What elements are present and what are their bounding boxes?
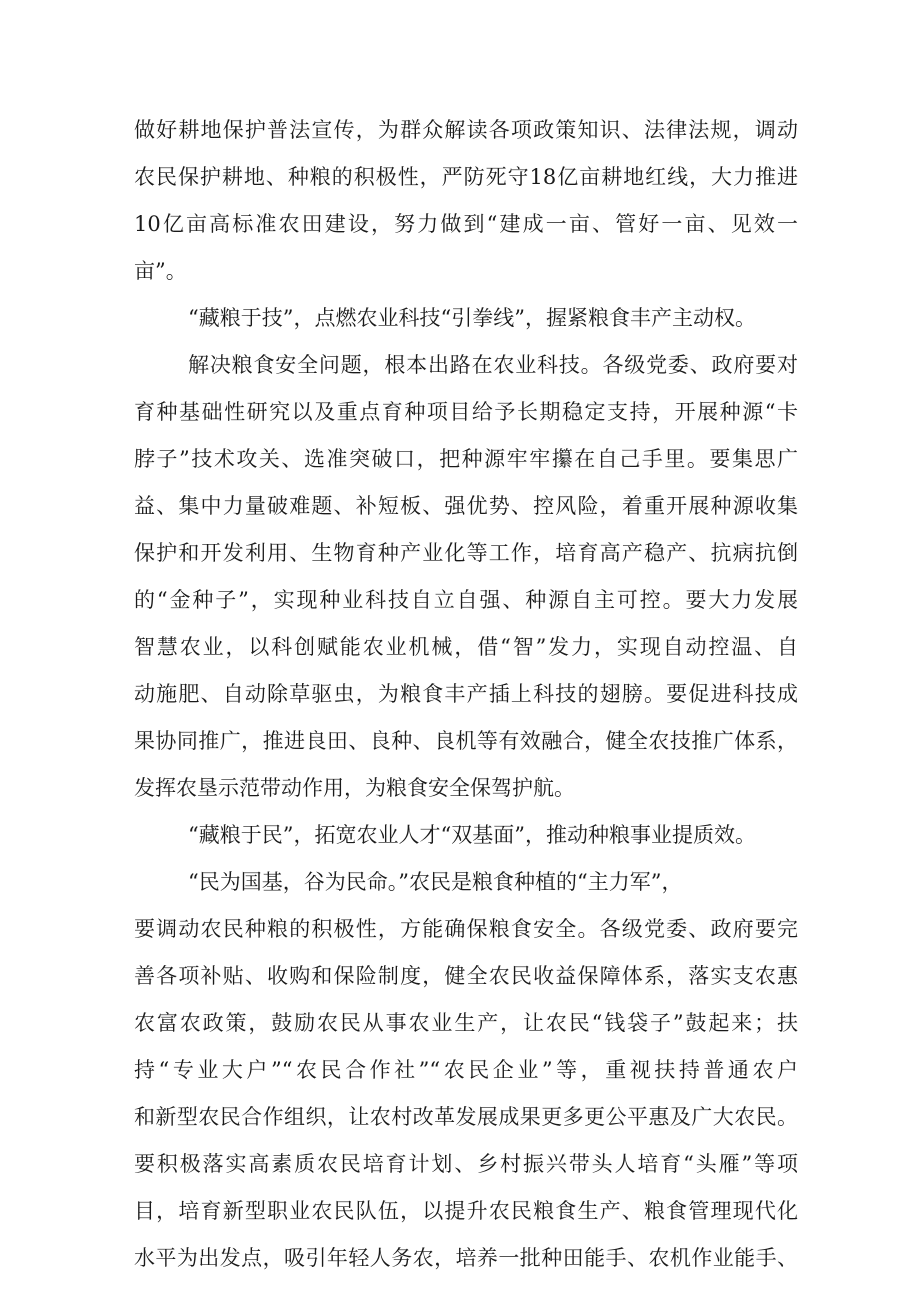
text-line: 和新型农民合作组织，让农村改革发展成果更多更公平惠及广大农民。 — [134, 1105, 798, 1129]
text-line: 动施肥、自动除草驱虫，为粮食丰产插上科技的翅膀。要促进科技成 — [134, 682, 798, 706]
text-line: 亩”。 — [134, 259, 187, 283]
text-line: 要积极落实高素质农民培育计划、乡村振兴带头人培育“头雁”等项 — [134, 1152, 798, 1176]
text-line: 农民保护耕地、种粮的积极性，严防死守18亿亩耕地红线，大力推进 — [134, 165, 798, 189]
text-line: 果协同推广，推进良田、良种、良机等有效融合，健全农技推广体系， — [134, 729, 798, 753]
text-line: 脖子”技术攻关、选准突破口，把种源牢牢攥在自己手里。要集思广 — [134, 447, 798, 471]
text-line: 保护和开发利用、生物育种产业化等工作，培育高产稳产、抗病抗倒 — [134, 541, 798, 565]
text-line: 水平为出发点，吸引年轻人务农，培养一批种田能手、农机作业能手、 — [134, 1246, 798, 1270]
document-body — [134, 107, 798, 1282]
text-line: 农富农政策，鼓励农民从事农业生产，让农民“钱袋子”鼓起来；扶 — [134, 1011, 798, 1035]
text-line: 智慧农业，以科创赋能农业机械，借“智”发力，实现自动控温、自 — [134, 635, 798, 659]
text-line: 要调动农民种粮的积极性，方能确保粮食安全。各级党委、政府要完 — [134, 917, 798, 941]
text-line: 发挥农垦示范带动作用，为粮食安全保驾护航。 — [134, 776, 575, 800]
text-line: 10亿亩高标准农田建设，努力做到“建成一亩、管好一亩、见效一 — [134, 212, 798, 236]
section-heading: “藏粮于技”，点燃农业科技“引拳线”，握紧粮食丰产主动权。 — [188, 306, 756, 330]
text-line: 解决粮食安全问题，根本出路在农业科技。各级党委、政府要对 — [188, 353, 798, 377]
text-line: 做好耕地保护普法宣传，为群众解读各项政策知识、法律法规，调动 — [134, 118, 798, 142]
text-line: 善各项补贴、收购和保险制度，健全农民收益保障体系，落实支农惠 — [134, 964, 798, 988]
section-heading: “藏粮于民”，拓宽农业人才“双基面”，推动种粮事业提质效。 — [188, 823, 756, 847]
text-line: “民为国基，谷为民命。”农民是粮食种植的“主力军”， — [188, 870, 683, 894]
text-line: 目，培育新型职业农民队伍，以提升农民粮食生产、粮食管理现代化 — [134, 1199, 798, 1223]
text-line: 持“专业大户”“农民合作社”“农民企业”等，重视扶持普通农户 — [134, 1058, 798, 1082]
text-line: 的“金种子”，实现种业科技自立自强、种源自主可控。要大力发展 — [134, 588, 798, 612]
text-line: 育种基础性研究以及重点育种项目给予长期稳定支持，开展种源“卡 — [134, 400, 798, 424]
text-line: 益、集中力量破难题、补短板、强优势、控风险，着重开展种源收集 — [134, 494, 798, 518]
